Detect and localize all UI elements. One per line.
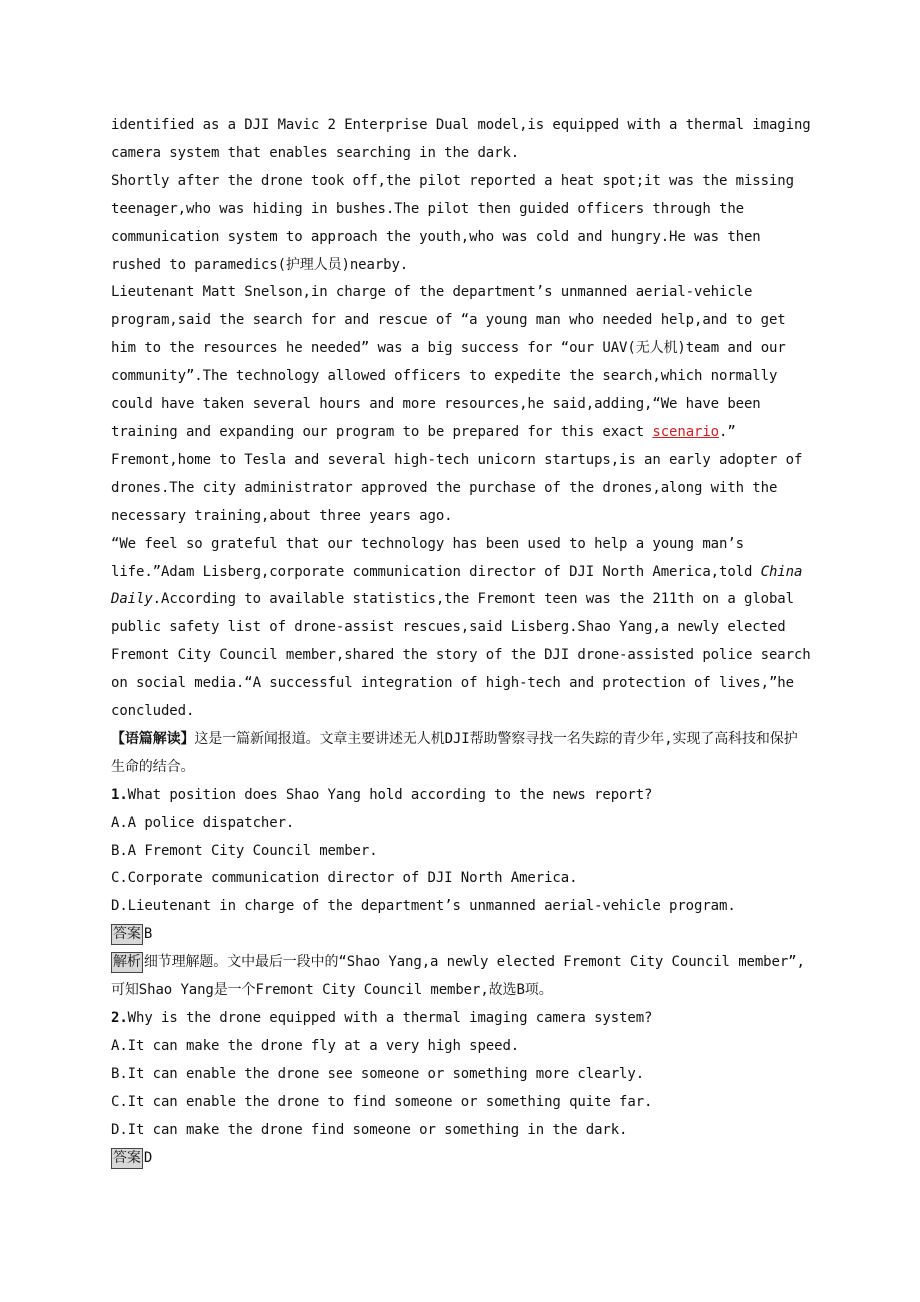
analysis-text: 细节理解题。文中最后一段中的“Shao Yang,a newly elected Fremont City Council member”,可知Shao Yang是一个Fremont City Council member,故选B项。 [111, 954, 805, 999]
question-2-number: 2. [111, 1010, 128, 1026]
question-2-option-b: B.It can enable the drone see someone or something more clearly. [111, 1065, 645, 1082]
question-1-text: What position does Shao Yang hold according to the news report? [127, 786, 653, 803]
question-1-number: 1. [111, 786, 128, 803]
question-1-answer [111, 921, 811, 949]
question-1-analysis [111, 949, 811, 1005]
reading-label: 【语篇解读】 [111, 730, 195, 747]
paragraph-3-end: .” [719, 423, 736, 440]
document-page [111, 112, 811, 1172]
scenario-link[interactable]: scenario [652, 423, 720, 440]
question-1-option-c: C.Corporate communication director of DJI North America. [111, 870, 578, 887]
paragraph-5-text: “We feel so grateful that our technology has been used to help a young man’s life.”Adam Lisberg,corporate communication director of DJI North America,told [111, 535, 761, 580]
question-1-option-b: B.A Fremont City Council member. [111, 842, 378, 859]
paragraph-3-text: Lieutenant Matt Snelson,in charge of the department’s unmanned aerial-vehicle program,said the search for and rescue of “a young man who needed help,and to get him to the resources he needed” was a big success for “our UAV(无人机)team and our community”.The technology allowed officers to expedite the search,which normally could have taken several hours and more resources,he said,adding,“We have been training and expanding our program to be prepared for this exact [111, 284, 786, 440]
question-2-option-c: C.It can enable the drone to find someone or something quite far. [111, 1093, 653, 1110]
question-1-option-a: A.A police dispatcher. [111, 814, 295, 831]
article-paragraph-4: Fremont,home to Tesla and several high-tech unicorn startups,is an early adopter of drones.The city administrator approved the purchase of the drones,along with the necessary training,about three years ago. [111, 451, 803, 524]
article-paragraph-1: identified as a DJI Mavic 2 Enterprise Dual model,is equipped with a thermal imaging camera system that enables searching in the dark. [111, 117, 811, 161]
answer-label: 答案 [111, 924, 143, 945]
article-paragraph-3 [111, 279, 811, 446]
analysis-label: 解析 [111, 952, 143, 973]
question-2-text: Why is the drone equipped with a thermal imaging camera system? [127, 1010, 653, 1026]
answer-label: 答案 [111, 1148, 143, 1169]
china-daily-title: China Daily [111, 563, 803, 608]
question-1 [111, 782, 811, 810]
reading-text: 这是一篇新闻报道。文章主要讲述无人机DJI帮助警察寻找一名失踪的青少年,实现了高科技和保护生命的结合。 [111, 730, 798, 775]
reading-interpretation [111, 726, 811, 782]
question-2 [111, 1005, 811, 1033]
answer-value: D [143, 1149, 153, 1166]
article-paragraph-2: Shortly after the drone took off,the pilot reported a heat spot;it was the missing teenager,who was hiding in bushes.The pilot then guided officers through the communication system to approach the youth,who was cold and hungry.He was then rushed to paramedics(护理人员)nearby. [111, 172, 794, 273]
article-paragraph-5 [111, 531, 811, 726]
question-2-answer [111, 1145, 811, 1173]
question-2-option-a: A.It can make the drone fly at a very high speed. [111, 1037, 520, 1054]
question-1-option-d: D.Lieutenant in charge of the department’s unmanned aerial-vehicle program. [111, 898, 736, 915]
paragraph-5-end: .According to available statistics,the Fremont teen was the 211th on a global public safety list of drone-assist rescues,said Lisberg.Shao Yang,a newly elected Fremont City Council member,shared the story of the DJI drone-assisted police search on social media.“A successful integration of high-tech and protection of lives,”he concluded. [111, 591, 811, 720]
question-2-option-d: D.It can make the drone find someone or something in the dark. [111, 1121, 628, 1138]
answer-value: B [143, 926, 153, 943]
